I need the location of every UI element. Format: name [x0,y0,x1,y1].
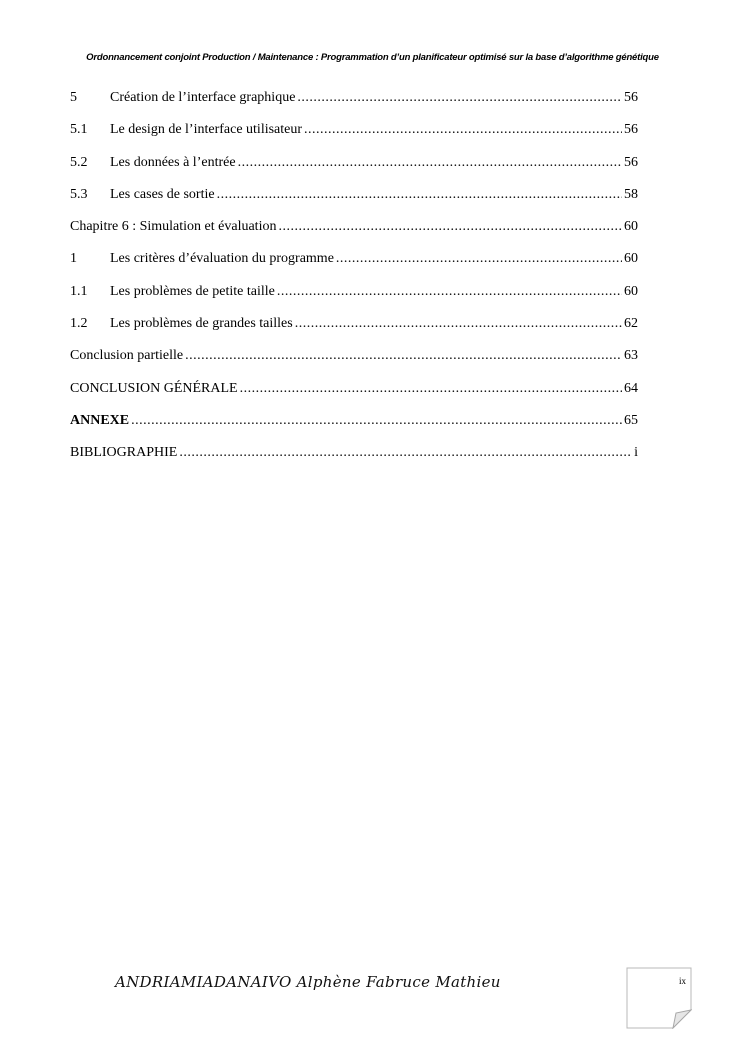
toc-entry[interactable] [70,413,638,445]
toc-entry-title: BIBLIOGRAPHIE [70,445,178,461]
toc-dot-leader [217,187,622,203]
toc-dot-leader [185,348,622,364]
toc-entry[interactable] [70,445,638,477]
toc-entry-number: 1.2 [70,316,88,332]
toc-dot-leader [131,413,622,429]
running-header-text: Ordonnancement conjoint Production / Maintenance : Programmation d’un planificateur optimisé sur la base d’algorithme génétique [86,52,659,63]
toc-entry-title: Les critères d’évaluation du programme [110,251,334,267]
toc-entry-page: 60 [624,283,638,299]
toc-entry-title: Le design de l’interface utilisateur [110,122,303,138]
toc-entry-title: Les cases de sortie [110,186,215,202]
toc-entry-page: 56 [624,90,638,105]
toc-dot-leader [278,219,622,235]
toc-entry-title: Conclusion partielle [70,348,184,364]
toc-entry-page: 60 [624,219,638,235]
toc-dot-leader [277,284,622,300]
toc-entry-page: 63 [624,348,638,364]
table-of-contents [70,90,638,478]
toc-dot-leader [238,155,622,171]
toc-entry-title: Les données à l’entrée [110,154,236,170]
toc-entry-page: i [634,445,638,461]
toc-entry-number: 1.1 [70,283,88,299]
toc-entry-number: 5.2 [70,154,88,170]
toc-entry[interactable] [70,90,638,122]
toc-entry-title: ANNEXE [70,412,130,428]
toc-entry-title: Création de l’interface graphique [110,90,296,105]
toc-dot-leader [336,251,622,267]
toc-entry-number: 5.3 [70,186,88,202]
toc-entry-page: 62 [624,316,638,332]
toc-entry-title: CONCLUSION GÉNÉRALE [70,380,238,396]
toc-entry[interactable] [70,284,638,316]
toc-dot-leader [240,381,622,397]
toc-entry-title: Les problèmes de petite taille [110,283,275,299]
toc-entry-number: 5.1 [70,122,88,138]
toc-entry[interactable] [70,187,638,219]
toc-entry[interactable] [70,122,638,154]
toc-entry-page: 64 [624,380,638,396]
toc-entry-page: 60 [624,251,638,267]
toc-entry[interactable] [70,348,638,380]
toc-entry-page: 56 [624,154,638,170]
toc-entry-page: 58 [624,186,638,202]
toc-entry[interactable] [70,155,638,187]
toc-dot-leader [179,445,632,461]
toc-entry-page: 56 [624,122,638,138]
toc-entry[interactable] [70,316,638,348]
toc-entry-title: Chapitre 6 : Simulation et évaluation [70,219,277,235]
footer-author: ANDRIAMIADANAIVO Alphène Fabruce Mathieu [115,973,501,991]
running-header [0,52,745,63]
toc-dot-leader [297,90,622,106]
toc-entry[interactable] [70,381,638,413]
toc-entry-number: 1 [70,251,77,267]
toc-dot-leader [304,122,622,138]
toc-entry-number: 5 [70,90,77,105]
toc-entry-page: 65 [624,412,638,428]
toc-entry[interactable] [70,251,638,283]
toc-dot-leader [295,316,622,332]
toc-entry-title: Les problèmes de grandes tailles [110,316,293,332]
toc-entry[interactable] [70,219,638,251]
page-number: ix [679,976,687,986]
